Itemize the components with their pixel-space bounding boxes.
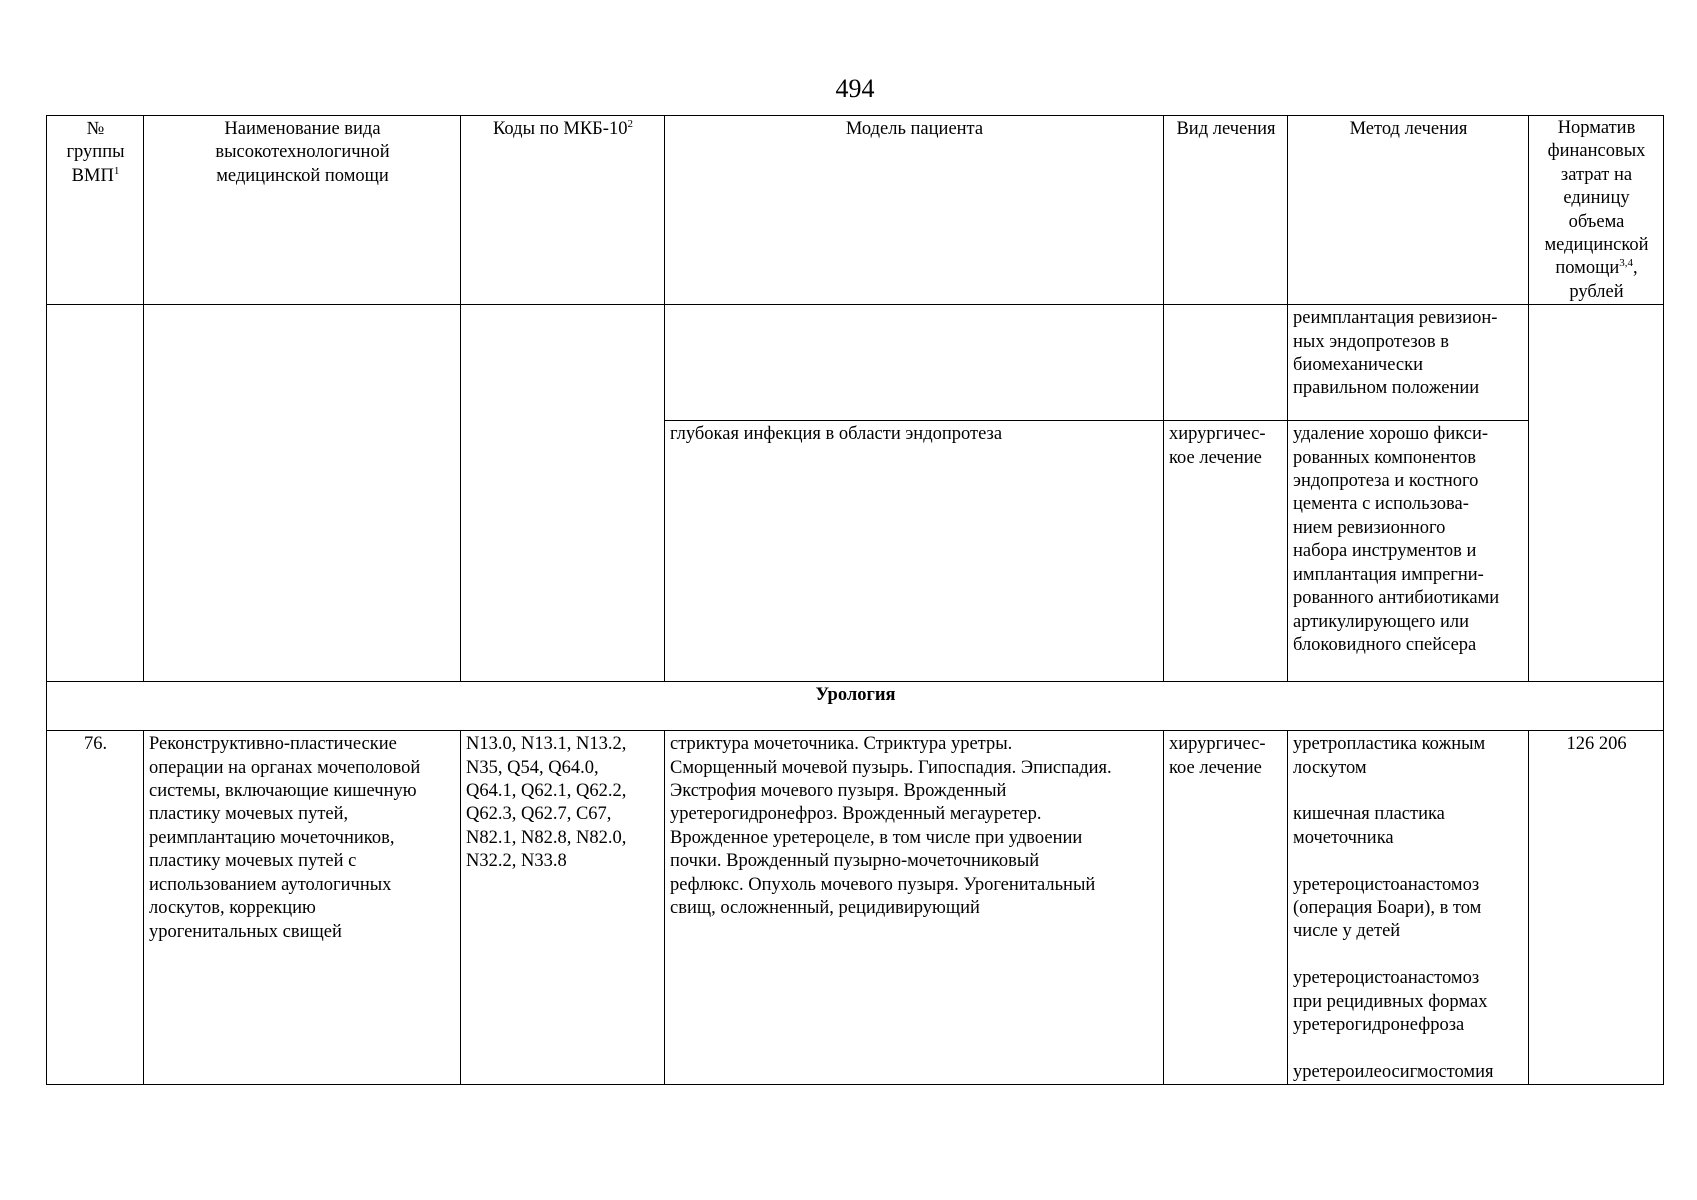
method-line: числе у детей	[1293, 921, 1401, 942]
section-title: Урология	[47, 682, 1664, 731]
vmp-table	[46, 115, 1664, 1085]
name-line: системы, включающие кишечную	[149, 781, 417, 802]
method-line: уретероилеосигмостомия	[1293, 1061, 1494, 1082]
method-cell	[1288, 731, 1529, 1085]
header-model-cell: Модель пациента	[665, 116, 1164, 305]
type-cell	[1164, 421, 1288, 682]
name-line: реимплантацию мочеточников,	[149, 827, 395, 848]
table-header-row	[47, 116, 1664, 305]
model-line: Врожденное уретероцеле, в том числе при удвоении	[670, 827, 1083, 848]
method-line: блоковидного спейсера	[1293, 634, 1477, 655]
method-line: рованных компонентов	[1293, 447, 1476, 468]
header-norm-line: единицу	[1563, 188, 1630, 209]
header-method-cell: Метод лечения	[1288, 116, 1529, 305]
header-group-line: №	[86, 119, 105, 139]
method-line: эндопротеза и костного	[1293, 471, 1479, 492]
type-cell	[1164, 731, 1288, 1085]
model-line: Экстрофия мочевого пузыря. Врожденный	[670, 781, 1007, 802]
method-cell	[1288, 421, 1529, 682]
codes-line: N13.0, N13.1, N13.2,	[466, 734, 627, 755]
codes-cell	[461, 731, 665, 1085]
name-line: урогенитальных свищей	[149, 921, 342, 942]
header-norm-line: затрат на	[1560, 164, 1633, 185]
header-norm-line: медицинской	[1544, 235, 1649, 256]
method-line: рованного антибиотиками	[1293, 588, 1500, 609]
model-line: рефлюкс. Опухоль мочевого пузыря. Урогенитальный	[670, 874, 1096, 895]
header-name-line: Наименование вида	[224, 119, 381, 139]
cell-empty	[47, 305, 144, 682]
method-line: артикулирующего или	[1293, 611, 1470, 632]
method-line: реимплантация ревизион-	[1293, 308, 1498, 329]
table-row	[47, 731, 1664, 1085]
name-line: использованием аутологичных	[149, 874, 392, 895]
header-norm-cell	[1529, 116, 1664, 305]
method-gap	[1293, 780, 1524, 803]
type-line: кое лечение	[1169, 447, 1262, 468]
header-group-cell	[47, 116, 144, 305]
cell-empty	[144, 305, 461, 682]
header-name-cell	[144, 116, 461, 305]
model-cell	[665, 731, 1164, 1085]
group-number-cell: 76.	[47, 731, 144, 1085]
method-line: уретерогидронефроза	[1293, 1015, 1465, 1036]
header-type-cell: Вид лечения	[1164, 116, 1288, 305]
type-line: хирургичес-	[1169, 734, 1266, 755]
header-norm-line: финансовых	[1547, 141, 1646, 162]
method-line: имплантация импрегни-	[1293, 564, 1484, 585]
name-line: пластику мочевых путей,	[149, 804, 349, 825]
method-line: цемента с использова-	[1293, 494, 1469, 515]
header-norm-line: рублей	[1569, 281, 1624, 302]
header-norm-line: объема	[1568, 211, 1625, 232]
cell-empty	[665, 305, 1164, 421]
header-group-line: группы	[66, 142, 125, 163]
method-line: удаление хорошо фикси-	[1293, 424, 1489, 445]
codes-line: N35, Q54, Q64.0,	[466, 757, 599, 778]
method-line: нием ревизионного	[1293, 517, 1446, 538]
method-gap	[1293, 850, 1524, 873]
page-number: 494	[835, 74, 875, 103]
header-codes-label: Коды по МКБ-10	[493, 119, 628, 139]
method-line: мочеточника	[1293, 827, 1394, 848]
method-gap	[1293, 944, 1524, 967]
method-line: уретропластика кожным	[1293, 734, 1486, 755]
method-line: уретероцистоанастомоз	[1293, 874, 1480, 895]
model-line: Сморщенный мочевой пузырь. Гипоспадия. Эписпадия.	[670, 757, 1112, 778]
section-row	[47, 682, 1664, 731]
method-line: набора инструментов и	[1293, 541, 1477, 562]
norm-cell: 126 206	[1529, 731, 1664, 1085]
header-norm-line: помощи$^{3,4}$,	[1555, 257, 1638, 279]
model-line: почки. Врожденный пузырно-мочеточниковый	[670, 851, 1040, 872]
method-line: (операция Боари), в том	[1293, 898, 1482, 919]
header-codes-cell	[461, 116, 665, 305]
method-line: кишечная пластика	[1293, 804, 1445, 825]
name-line: лоскутов, коррекцию	[149, 898, 316, 919]
method-line: уретероцистоанастомоз	[1293, 968, 1480, 989]
header-name-line: медицинской помощи	[216, 165, 389, 186]
name-line: Реконструктивно-пластические	[149, 734, 397, 755]
method-line: правильном положении	[1293, 378, 1480, 399]
header-codes-sup: 2	[627, 117, 633, 130]
model-line: свищ, осложненный, рецидивирующий	[670, 898, 980, 919]
method-line: при рецидивных формах	[1293, 991, 1488, 1012]
name-line: пластику мочевых путей с	[149, 851, 357, 872]
name-line: операции на органах мочеполовой	[149, 757, 421, 778]
header-group-line: ВМП$^1$	[71, 164, 120, 186]
cell-empty	[461, 305, 665, 682]
method-line: биомеханически	[1293, 355, 1423, 376]
model-cell: глубокая инфекция в области эндопротеза	[665, 421, 1164, 682]
name-cell	[144, 731, 461, 1085]
type-line: кое лечение	[1169, 757, 1262, 778]
model-line: уретерогидронефроз. Врожденный мегауретер.	[670, 804, 1042, 825]
method-line: ных эндопротезов в	[1293, 331, 1449, 352]
type-line: хирургичес-	[1169, 424, 1266, 445]
header-name-line: высокотехнологичной	[215, 142, 390, 163]
codes-line: N82.1, N82.8, N82.0,	[466, 827, 627, 848]
cell-empty	[1529, 305, 1664, 682]
codes-line: Q62.3, Q62.7, C67,	[466, 804, 612, 825]
method-cell	[1288, 305, 1529, 421]
header-norm-line: Норматив	[1557, 118, 1636, 138]
codes-line: Q64.1, Q62.1, Q62.2,	[466, 781, 627, 802]
model-line: стриктура мочеточника. Стриктура уретры.	[670, 734, 1013, 755]
cell-empty	[1164, 305, 1288, 421]
method-gap	[1293, 1037, 1524, 1060]
method-line: лоскутом	[1293, 757, 1367, 778]
codes-line: N32.2, N33.8	[466, 851, 567, 872]
table-row	[47, 305, 1664, 421]
